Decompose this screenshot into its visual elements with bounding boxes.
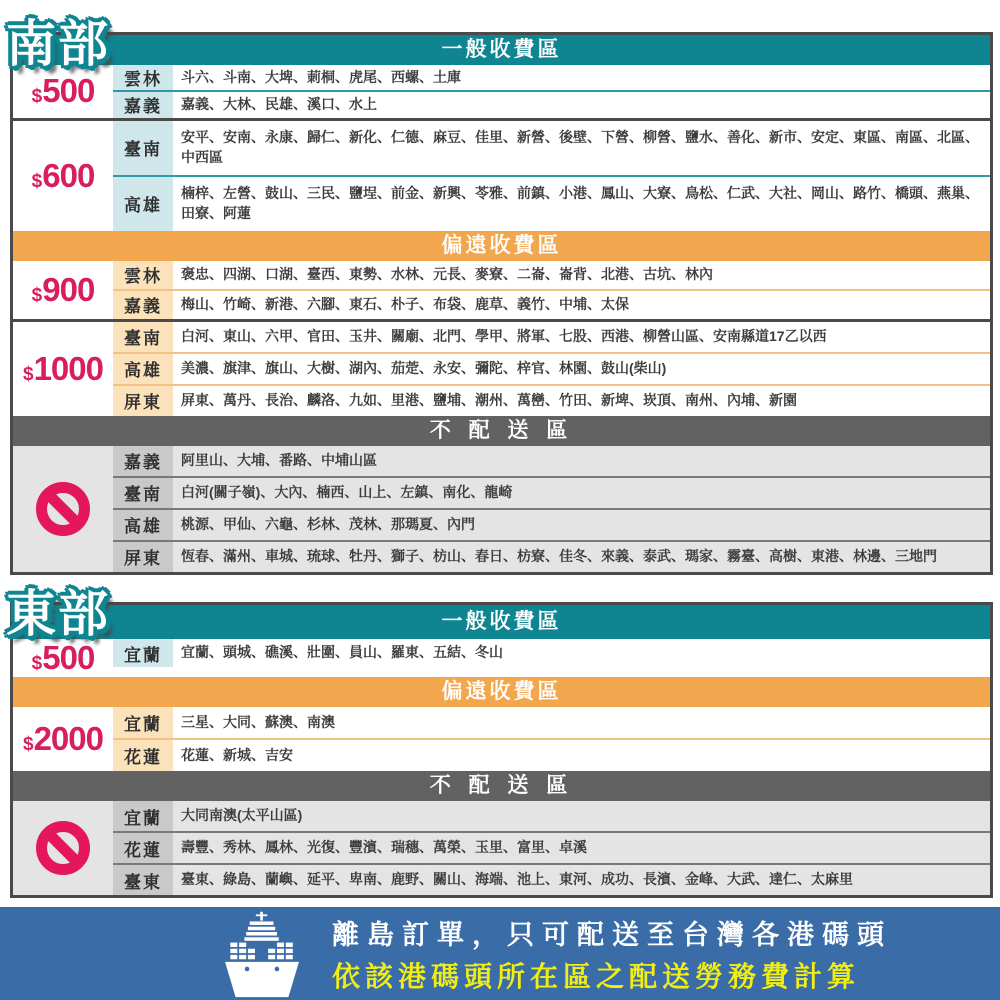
table-row: [113, 639, 990, 667]
price-1000: $1000: [23, 349, 103, 387]
table-row: [113, 707, 990, 738]
region-label: 臺東: [113, 865, 173, 895]
region-label: 宜蘭: [113, 801, 173, 831]
cities-text: 三星、大同、蘇澳、南澳: [181, 713, 335, 730]
region-label: 臺南: [113, 121, 173, 175]
east-price-group-500: [13, 639, 990, 677]
cities-text: 大同南澳(太平山區): [181, 807, 303, 824]
table-row: [113, 540, 990, 572]
east-price-group-2000: [13, 707, 990, 771]
south-price-group-600: [13, 118, 990, 231]
region-label: 高雄: [113, 354, 173, 384]
port-delivery-notice-banner: [0, 907, 1000, 1000]
south-remote-zone-header: 偏遠收費區: [13, 231, 990, 261]
cities-text: 斗六、斗南、大埤、莿桐、虎尾、西螺、土庫: [181, 69, 461, 85]
region-label: 高雄: [113, 510, 173, 540]
cities-text: 白河、東山、六甲、官田、玉井、關廟、北門、學甲、將軍、七股、西港、柳營山區、安南縣道17乙以西: [181, 327, 827, 344]
price-600: $600: [31, 156, 95, 194]
table-row: [113, 831, 990, 863]
south-price-group-900: [13, 261, 990, 319]
cities-text: 美濃、旗津、旗山、大樹、湖內、茄萣、永安、彌陀、梓官、林園、鼓山(柴山): [181, 359, 667, 376]
table-row: [113, 322, 990, 352]
no-entry-icon: [36, 821, 90, 875]
price-cell: [13, 707, 113, 771]
price-500: $500: [31, 72, 95, 110]
south-region-badge: 南部: [6, 16, 110, 72]
south-no-delivery-header: 不 配 送 區: [13, 416, 990, 446]
table-row: [113, 352, 990, 384]
table-row: [113, 801, 990, 831]
banner-line1: 離島訂單，只可配送至台灣各港碼頭: [332, 919, 892, 950]
region-label: 臺南: [113, 322, 173, 352]
south-price-group-1000: [13, 319, 990, 416]
region-label: 屏東: [113, 542, 173, 572]
region-label: 臺南: [113, 478, 173, 508]
east-region-badge: 東部: [6, 586, 110, 642]
south-no-delivery-group: [13, 446, 990, 572]
table-row: [113, 446, 990, 476]
region-label: 高雄: [113, 177, 173, 231]
price-900: $900: [31, 270, 95, 308]
region-label: 花蓮: [113, 833, 173, 863]
table-row: [113, 261, 990, 289]
cities-text: 嘉義、大林、民雄、溪口、水上: [181, 96, 377, 113]
cities-text: 阿里山、大埔、番路、中埔山區: [181, 451, 377, 468]
table-row: [113, 476, 990, 508]
cities-text: 褒忠、四湖、口湖、臺西、東勢、水林、元長、麥寮、二崙、崙背、北港、古坑、林內: [181, 265, 713, 282]
region-label: 屏東: [113, 386, 173, 416]
banner-line2: 依該港碼頭所在區之配送勞務費計算: [332, 960, 861, 992]
cities-text: 屏東、萬丹、長治、麟洛、九如、里港、鹽埔、潮州、萬巒、竹田、新埤、崁頂、南州、內埔、新園: [181, 391, 797, 408]
cities-text: 宜蘭、頭城、礁溪、壯圍、員山、羅東、五結、冬山: [181, 644, 503, 661]
region-label: 雲林: [113, 65, 173, 90]
no-delivery-cell: [13, 801, 113, 895]
south-fee-table: [10, 32, 993, 575]
table-row: [113, 508, 990, 540]
south-general-zone-header: 一般收費區: [13, 35, 990, 65]
no-delivery-cell: [13, 446, 113, 572]
cities-text: 楠梓、左營、鼓山、三民、鹽埕、前金、新興、苓雅、前鎮、小港、鳳山、大寮、鳥松、仁武、大社、岡山、路竹、橋頭、燕巢、田寮、阿蓮: [181, 185, 979, 221]
east-fee-table: [10, 602, 993, 898]
table-row: [113, 175, 990, 231]
table-row: [113, 863, 990, 895]
table-row: [113, 65, 990, 90]
cities-text: 安平、安南、永康、歸仁、新化、仁德、麻豆、佳里、新營、後壁、下營、柳營、鹽水、善化、新市、安定、東區、南區、北區、中西區: [181, 129, 979, 165]
east-remote-zone-header: 偏遠收費區: [13, 677, 990, 707]
price-500-east: $500: [31, 639, 95, 676]
cities-text: 臺東、綠島、蘭嶼、延平、卑南、鹿野、關山、海端、池上、東河、成功、長濱、金峰、大武、達仁、太麻里: [181, 871, 853, 888]
table-row: [113, 121, 990, 175]
region-label: 雲林: [113, 261, 173, 289]
table-row: [113, 289, 990, 319]
cities-text: 恆春、滿州、車城、琉球、牡丹、獅子、枋山、春日、枋寮、佳冬、來義、泰武、瑪家、霧臺、高樹、東港、林邊、三地門: [181, 547, 937, 564]
region-label: 嘉義: [113, 446, 173, 476]
ship-icon: [212, 910, 312, 998]
region-label: 宜蘭: [113, 707, 173, 738]
price-2000: $2000: [23, 720, 103, 757]
no-entry-icon: [36, 482, 90, 536]
region-label: 嘉義: [113, 291, 173, 319]
price-cell: [13, 322, 113, 416]
price-cell: [13, 261, 113, 319]
region-label: 嘉義: [113, 92, 173, 117]
table-row: [113, 90, 990, 117]
east-general-zone-header: 一般收費區: [13, 605, 990, 639]
table-row: [113, 384, 990, 416]
region-label: 花蓮: [113, 740, 173, 771]
east-no-delivery-group: [13, 801, 990, 895]
cities-text: 白河(關子嶺)、大內、楠西、山上、左鎮、南化、龍崎: [181, 483, 513, 500]
table-row: [113, 738, 990, 771]
cities-text: 壽豐、秀林、鳳林、光復、豐濱、瑞穗、萬榮、玉里、富里、卓溪: [181, 839, 587, 856]
region-label: 宜蘭: [113, 639, 173, 667]
cities-text: 梅山、竹崎、新港、六腳、東石、朴子、布袋、鹿草、義竹、中埔、太保: [181, 295, 629, 312]
east-no-delivery-header: 不 配 送 區: [13, 771, 990, 801]
cities-text: 花蓮、新城、吉安: [181, 746, 293, 763]
price-cell: [13, 121, 113, 231]
cities-text: 桃源、甲仙、六龜、杉林、茂林、那瑪夏、內門: [181, 515, 475, 532]
south-price-group-500: [13, 65, 990, 118]
